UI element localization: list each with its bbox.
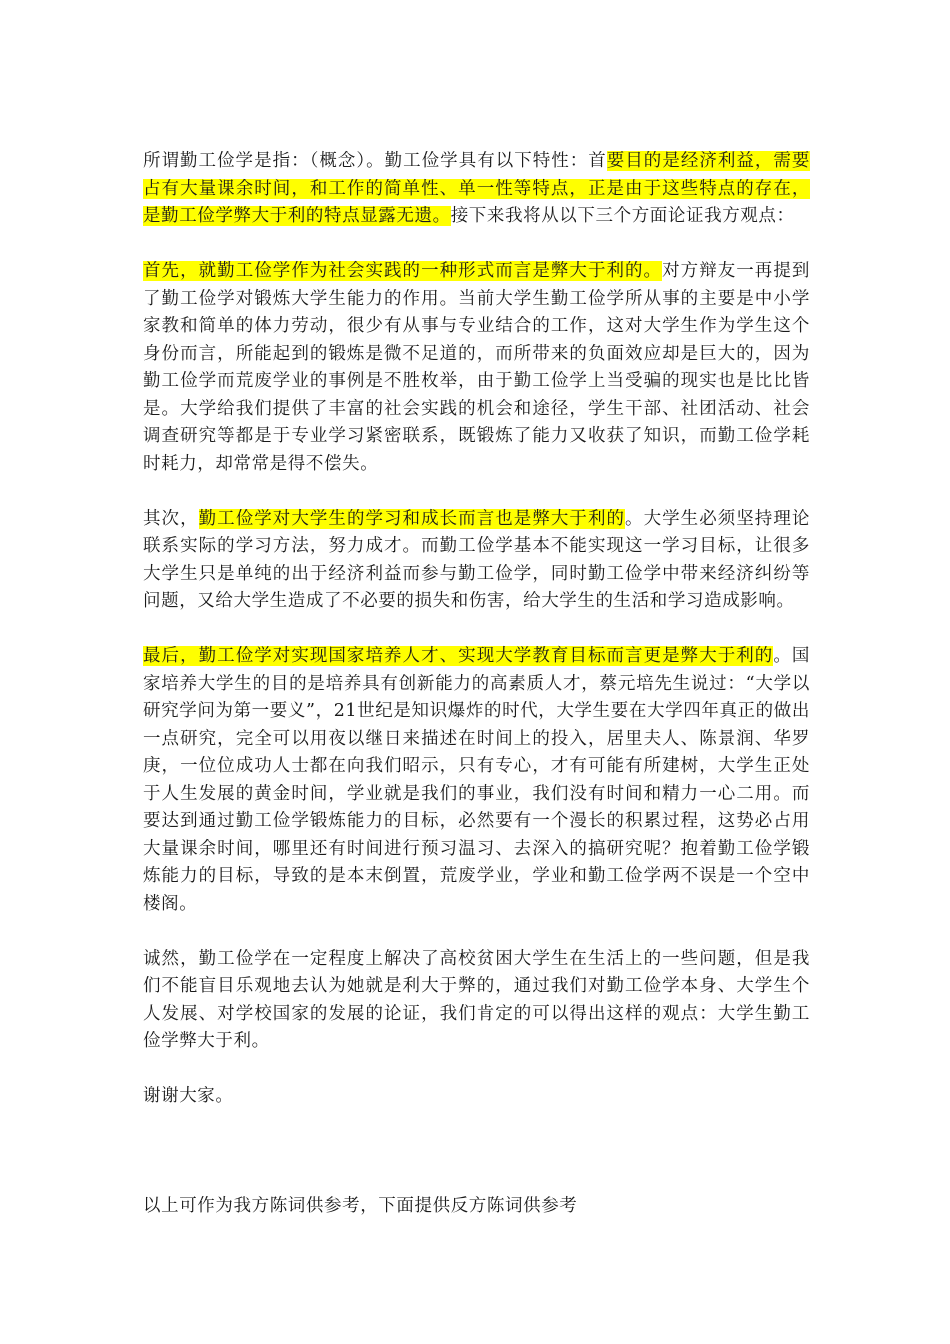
second-argument-lead: 其次， [143,508,199,529]
third-argument-paragraph [143,643,810,918]
conclusion-paragraph [143,946,810,1056]
thanks-text: 谢谢大家。 [143,1086,234,1106]
conclusion-text: 诚然，勤工俭学在一定程度上解决了高校贫困大学生在生活上的一些问题，但是我们不能盲目乐观地去认为她就是利大于弊的，通过我们对勤工俭学本身、大学生个人发展、对学校国家的发展的论证，我们肯定的可以得出这样的观点：大学生勤工俭学弊大于利。 [143,948,810,1051]
spacer [143,1138,810,1193]
first-argument-paragraph [143,258,810,478]
intro-highlight: 要目的是经济利益，需要占有大量课余时间，和工作的简单性、单一性等特点，正是由于这些特点的存在，是勤工俭学弊大于利的特点显露无遗。 [143,151,810,226]
thanks-paragraph [143,1083,810,1111]
footer-note: 以上可作为我方陈词供参考，下面提供反方陈词供参考 [143,1196,578,1216]
intro-text-1: 所谓勤工俭学是指：（概念）。勤工俭学具有以下特性：首 [143,151,607,171]
second-argument-text: 。大学生必须坚持理论联系实际的学习方法，努力成才。而勤工俭学基本不能实现这一学习目标，让很多大学生只是单纯的出于经济利益而参与勤工俭学，同时勤工俭学中带来经济纠纷等问题，又给大学生造成了不必要的损失和伤害，给大学生的生活和学习造成影响。 [143,508,810,611]
first-argument-highlight: 首先，就勤工俭学作为社会实践的一种形式而言是弊大于利的。 [143,261,663,281]
intro-text-2: 接下来我将从以下三个方面论证我方观点： [450,206,795,226]
first-argument-text: 对方辩友一再提到了勤工俭学对锻炼大学生能力的作用。当前大学生勤工俭学所从事的主要是中小学家教和简单的体力劳动，很少有从事与专业结合的工作，这对大学生作为学生这个身份而言，所能起到的锻炼是微不足道的，而所带来的负面效应却是巨大的，因为勤工俭学而荒废学业的事例是不胜枚举，由于勤工俭学上当受骗的现实也是比比皆是。大学给我们提供了丰富的社会实践的机会和途径，学生干部、社团活动、社会调查研究等都是于专业学习紧密联系，既锻炼了能力又收获了知识，而勤工俭学耗时耗力，却常常是得不偿失。 [143,261,810,474]
third-argument-text: 。国家培养大学生的目的是培养具有创新能力的高素质人才，蔡元培先生说过：“大学以研究学问为第一要义”，21世纪是知识爆炸的时代，大学生要在大学四年真正的做出一点研究，完全可以用夜以继日来描述在时间上的投入，居里夫人、陈景润、华罗庚，一位位成功人士都在向我们昭示，只有专心，才有可能有所建树，大学生正处于人生发展的黄金时间，学业就是我们的事业，我们没有时间和精力一心二用。而要达到通过勤工俭学锻炼能力的目标，必然要有一个漫长的积累过程，这势必占用大量课余时间，哪里还有时间进行预习温习、去深入的搞研究呢？抱着勤工俭学锻炼能力的目标，导致的是本末倒置，荒废学业，学业和勤工俭学两不误是一个空中楼阁。 [143,646,810,914]
second-argument-paragraph [143,506,810,616]
document-body [143,148,810,1248]
third-argument-highlight: 最后，勤工俭学对实现国家培养人才、实现大学教育目标而言更是弊大于利的 [143,646,774,666]
intro-paragraph [143,148,810,231]
second-argument-highlight: 勤工俭学对大学生的学习和成长而言也是弊大于利的 [198,508,626,529]
